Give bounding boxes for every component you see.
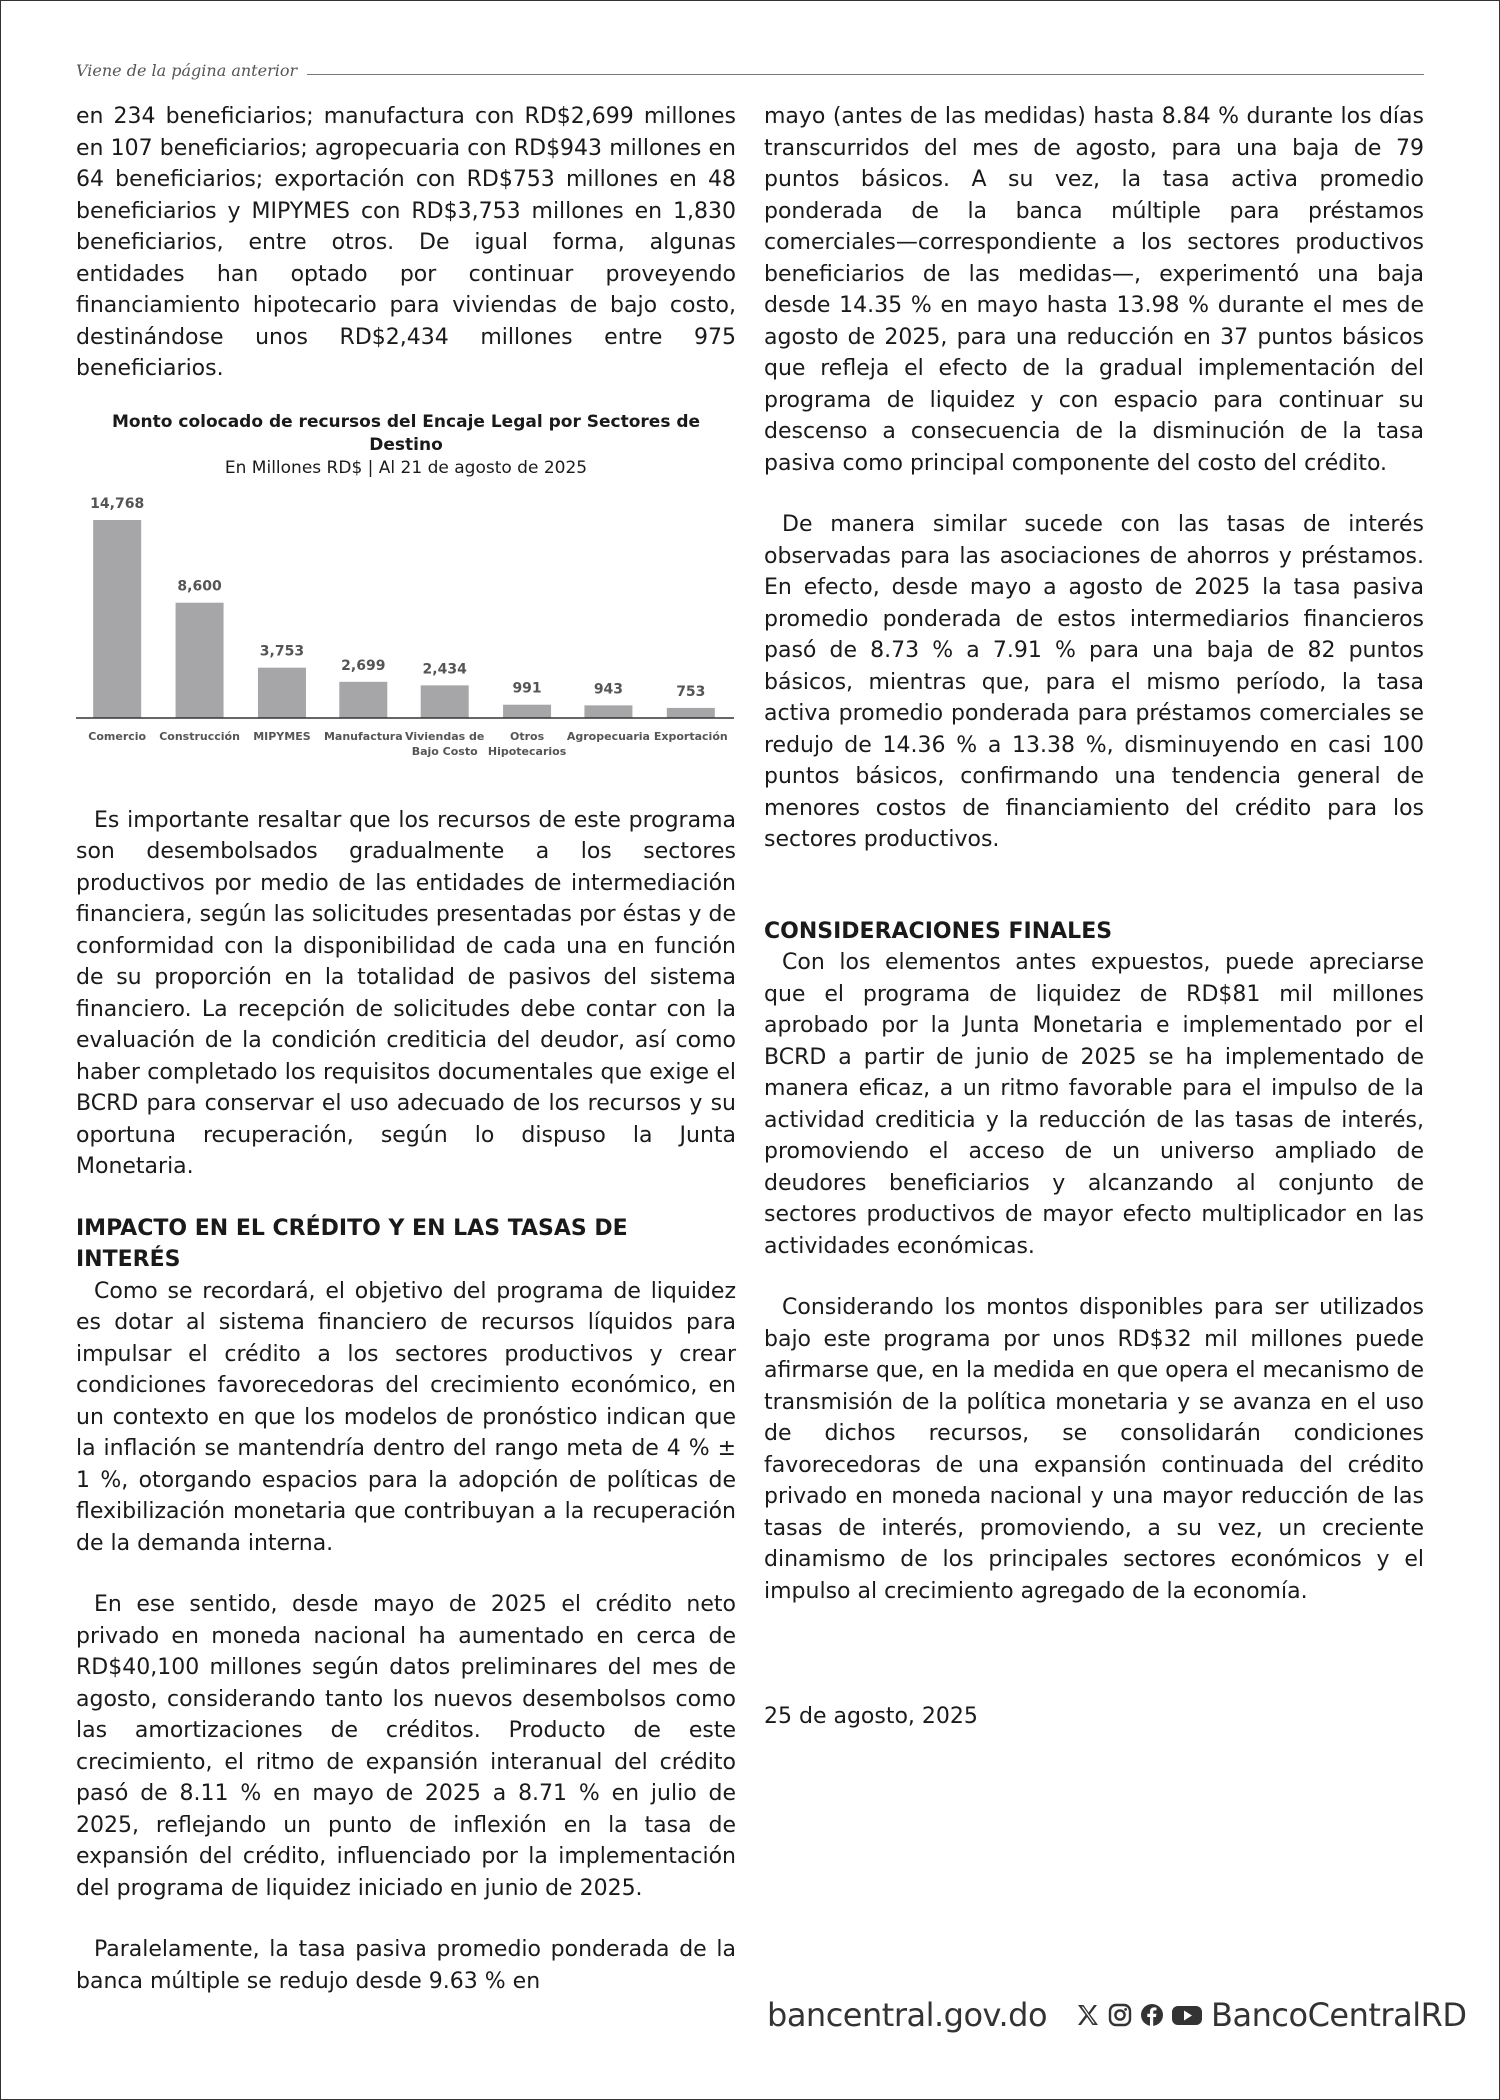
- bar-value-label: 3,753: [259, 643, 305, 660]
- bar-4: [421, 685, 469, 718]
- bar-value-label: 8,600: [177, 578, 222, 595]
- paragraph: Es importante resaltar que los recursos de este programa son desembolsados gradualmente a los sectores productivos por medio de las entidades de intermediación financiera, según las solicitudes presentadas por éstas y de conformidad con la disponibilidad de cada una en función de su proporción en la totalidad de pasivos del sistema financiero. La recepción de solicitudes debe contar con la evaluación de la condición crediticia del deudor, así como haber completado los requisitos documentales que exige el BCRD para conservar el uso adecuado de los recursos y su oportuna recuperación, según lo dispuso la Junta Monetaria.: [76, 807, 736, 1179]
- paragraph: mayo (antes de las medidas) hasta 8.84 % durante los días transcurridos del mes de agosto, para una baja de 79 puntos básicos. A su vez, la tasa activa promedio ponderada de la banca múltiple para préstamos comerciales—correspondiente a los sectores productivos beneficiarios de las medidas—, experimentó una baja desde 14.35 % en mayo hasta 13.98 % durante el mes de agosto de 2025, para una reducción en 37 puntos básicos que refleja el efecto de la gradual implementación del programa de liquidez y con espacio para continuar su descenso a consecuencia de la disminución de la tasa pasiva como principal componente del costo del crédito.: [764, 104, 1424, 476]
- section-heading: CONSIDERACIONES FINALES: [764, 918, 1113, 944]
- bar-value-label: 991: [512, 680, 542, 697]
- section-heading: IMPACTO EN EL CRÉDITO Y EN LAS TASAS DE INTERÉS: [76, 1215, 628, 1272]
- left-column: [76, 101, 736, 1997]
- category-label: Otros: [509, 729, 545, 743]
- chart-plot: [76, 480, 736, 780]
- facebook-icon[interactable]: [1139, 2002, 1165, 2028]
- bar-5: [503, 704, 551, 717]
- bar-value-label: 2,699: [341, 657, 386, 674]
- paragraph: En ese sentido, desde mayo de 2025 el crédito neto privado en moneda nacional ha aumentado en cerca de RD$40,100 millones según datos preliminares del mes de agosto, considerando tanto los nuevos desembolsos como las amortizaciones de créditos. Producto de este crecimiento, el ritmo de expansión interanual del crédito pasó de 8.11 % en mayo de 2025 a 8.71 % en julio de 2025, reflejando un punto de inflexión en la tasa de expansión del crédito, influenciado por la implementación del programa de liquidez iniciado en junio de 2025.: [76, 1592, 736, 1901]
- bar-7: [667, 707, 715, 717]
- running-head-rule: [307, 74, 1424, 75]
- paragraph: Con los elementos antes expuestos, puede apreciarse que el programa de liquidez de RD$81 mil millones aprobado por la Junta Monetaria e implementado por el BCRD a partir de junio de 2025 se ha implementado de manera eficaz, a un ritmo favorable para el impulso de la actividad crediticia y la reducción de las tasas de interés, promoviendo el acceso de un universo ampliado de deudores beneficiarios y alcanzando al conjunto de sectores productivos de mayor efecto multiplicador en las actividades económicas.: [764, 950, 1424, 1259]
- paragraph: Como se recordará, el objetivo del programa de liquidez es dotar al sistema financiero de recursos líquidos para impulsar el crédito a los sectores productivos y crear condiciones favorecedoras del crecimiento económico, en un contexto en que los modelos de pronóstico indican que la inflación se mantendría dentro del rango meta de 4 % ± 1 %, otorgando espacios para la adopción de políticas de flexibilización monetaria que contribuyan a la recuperación de la demanda interna.: [76, 1278, 736, 1556]
- instagram-icon[interactable]: [1107, 2002, 1133, 2028]
- category-label: Viviendas de: [405, 729, 485, 743]
- category-label: MIPYMES: [253, 729, 311, 743]
- website-link[interactable]: bancentral.gov.do: [767, 1996, 1048, 2034]
- bar-2: [258, 667, 306, 717]
- category-label: Hipotecarios: [487, 744, 567, 758]
- x-icon[interactable]: [1075, 2002, 1101, 2028]
- category-label: Agropecuaria: [566, 729, 650, 743]
- footer: [767, 1996, 1467, 2034]
- paragraph: Paralelamente, la tasa pasiva promedio ponderada de la banca múltiple se redujo desde 9.63 % en: [76, 1937, 736, 1994]
- paragraph: De manera similar sucede con las tasas de interés observadas para las asociaciones de ahorros y préstamos. En efecto, desde mayo a agosto de 2025 la tasa pasiva promedio ponderada de estos intermediarios financieros pasó de 8.73 % a 7.91 % para una baja de 82 puntos básicos, mientras que, para el mismo período, la tasa activa promedio ponderada para préstamos comerciales se redujo de 14.36 % a 13.38 %, disminuyendo en casi 100 puntos básicos, confirmando una tendencia general de menores costos de financiamiento del crédito para los sectores productivos.: [764, 512, 1424, 852]
- bar-value-label: 14,768: [90, 495, 145, 512]
- bar-value-label: 2,434: [422, 660, 467, 677]
- category-label: Comercio: [88, 729, 147, 743]
- running-head-text: Viene de la página anterior: [76, 61, 298, 80]
- bar-value-label: 753: [676, 683, 706, 700]
- bar-1: [176, 602, 224, 717]
- category-label: Construcción: [159, 729, 240, 743]
- chart-subtitle: En Millones RD$ | Al 21 de agosto de 2025: [224, 457, 588, 478]
- sector-bar-chart: [76, 411, 736, 779]
- right-column: [764, 101, 1424, 1733]
- social-icons: [1075, 2002, 1203, 2028]
- paragraph: Considerando los montos disponibles para ser utilizados bajo este programa por unos RD$32 mil millones puede afirmarse que, en la medida en que opera el mecanismo de transmisión de la política monetaria y se avanza en el uso de dichos recursos, se consolidarán condiciones favorecedoras de una expansión continuada del crédito privado en moneda nacional y una mayor reducción de las tasas de interés, promoviendo, a su vez, un creciente dinamismo de los principales sectores económicos y el impulso al crecimiento agregado de la economía.: [764, 1295, 1424, 1604]
- bar-3: [339, 681, 387, 717]
- youtube-icon[interactable]: [1171, 2002, 1203, 2028]
- chart-title: Monto colocado de recursos del Encaje Legal por Sectores de Destino: [111, 411, 701, 455]
- bar-value-label: 943: [593, 680, 624, 697]
- social-handle[interactable]: BancoCentralRD: [1211, 1996, 1467, 2034]
- category-label: Manufactura: [323, 729, 403, 743]
- publication-date: 25 de agosto, 2025: [764, 1704, 978, 1729]
- paragraph: en 234 beneficiarios; manufactura con RD$2,699 millones en 107 beneficiarios; agropecuaria con RD$943 millones en 64 beneficiarios; exportación con RD$753 millones en 48 beneficiarios y MIPYMES con RD$3,753 millones en 1,830 beneficiarios, entre otros. De igual forma, algunas entidades han optado por continuar proveyendo financiamiento hipotecario para viviendas de bajo costo, destinándose unos RD$2,434 millones entre 975 beneficiarios.: [76, 104, 736, 381]
- bar-0: [93, 520, 141, 718]
- running-head: [76, 61, 1424, 80]
- category-label: Bajo Costo: [411, 744, 478, 758]
- category-label: Exportación: [653, 729, 728, 743]
- bar-6: [584, 705, 632, 718]
